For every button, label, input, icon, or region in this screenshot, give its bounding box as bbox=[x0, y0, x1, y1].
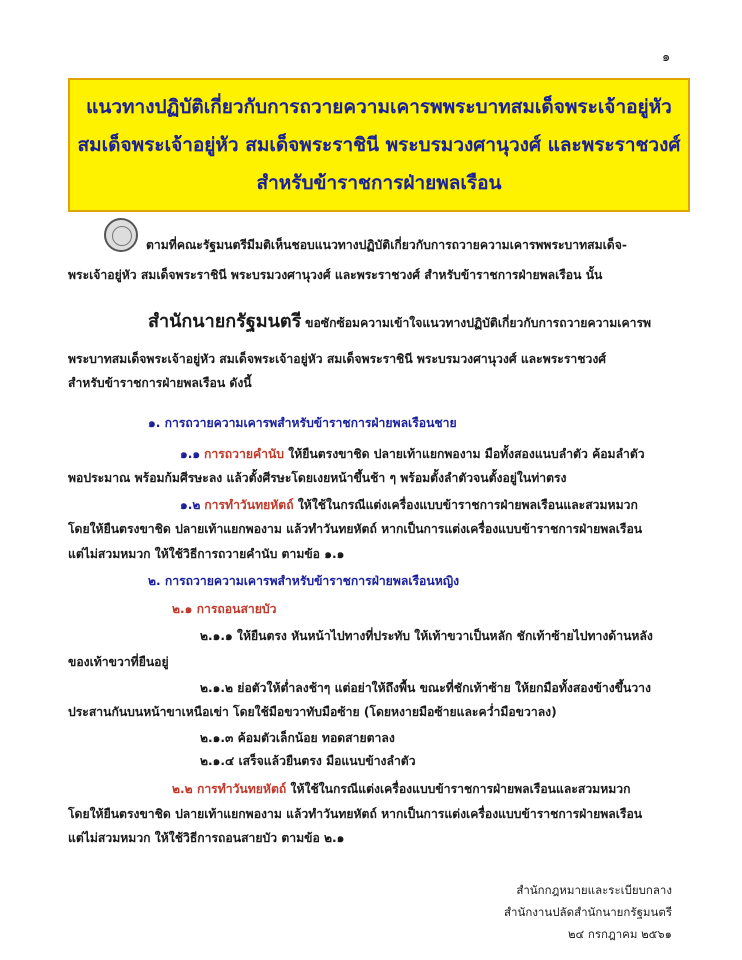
section-2-2-line-1 bbox=[172, 780, 631, 798]
intro-line-2: พระเจ้าอยู่หัว สมเด็จพระราชินี พระบรมวงศานุวงศ์ และพระราชวงศ์ สำหรับข้าราชการฝ่ายพลเรือน นั้น bbox=[68, 268, 603, 282]
banner-line-1: แนวทางปฏิบัติเกี่ยวกับการถวายความเคารพพระบาทสมเด็จพระเจ้าอยู่หัว bbox=[86, 96, 672, 118]
section-2-2-title: ๒.๒ การทำวันทยหัตถ์ bbox=[172, 782, 287, 796]
section-1-1-line-1 bbox=[180, 445, 645, 463]
section-1-2-number: ๑.๒ bbox=[180, 498, 201, 512]
office-paragraph-line-1 bbox=[148, 313, 651, 332]
office-name: สำนักนายกรัฐมนตรี bbox=[148, 311, 302, 332]
section-2-1-1-line-2: ของเท้าขวาที่ยืนอยู่ bbox=[68, 655, 169, 669]
section-1-1-number: ๑.๑ bbox=[180, 447, 201, 461]
section-1-heading: ๑. การถวายความเคารพสำหรับข้าราชการฝ่ายพลเรือนชาย bbox=[148, 416, 457, 430]
section-1-2-line-1 bbox=[180, 496, 638, 514]
section-1-2-line-3: แต่ไม่สวมหมวก ให้ใช้วิธีการถวายคำนับ ตามข้อ ๑.๑ bbox=[68, 547, 345, 561]
title-banner bbox=[68, 78, 690, 212]
section-2-1-1-line-1: ๒.๑.๑ ให้ยืนตรง หันหน้าไปทางที่ประทับ ให้เท้าขวาเป็นหลัก ชักเท้าซ้ายไปทางด้านหลัง bbox=[200, 629, 653, 643]
intro-line-1: ตามที่คณะรัฐมนตรีมีมติเห็นชอบแนวทางปฏิบัติเกี่ยวกับการถวายความเคารพพระบาทสมเด็จ- bbox=[146, 238, 627, 252]
banner-line-3: สำหรับข้าราชการฝ่ายพลเรือน bbox=[256, 172, 502, 194]
section-2-2-text: ให้ใช้ในกรณีแต่งเครื่องแบบข้าราชการฝ่ายพลเรือนและสวมหมวก bbox=[286, 782, 631, 796]
office-paragraph-line-3: สำหรับข้าราชการฝ่ายพลเรือน ดังนี้ bbox=[68, 376, 252, 390]
section-2-1-4: ๒.๑.๔ เสร็จแล้วยืนตรง มือแนบข้างลำตัว bbox=[200, 754, 416, 768]
section-1-2-text: ให้ใช้ในกรณีแต่งเครื่องแบบข้าราชการฝ่ายพลเรือนและสวมหมวก bbox=[293, 498, 638, 512]
section-2-1-2-line-1: ๒.๑.๒ ย่อตัวให้ต่ำลงช้าๆ แต่อย่าให้ถึงพื้น ขณะที่ชักเท้าซ้าย ให้ยกมือทั้งสองข้างขึ้นวาง bbox=[200, 681, 651, 695]
section-2-heading: ๒. การถวายความเคารพสำหรับข้าราชการฝ่ายพลเรือนหญิง bbox=[148, 574, 460, 588]
section-2-1-2-line-2: ประสานกันบนหน้าขาเหนือเข่า โดยใช้มือขวาทับมือซ้าย (โดยหงายมือซ้ายและคว่ำมือขวาลง) bbox=[68, 705, 557, 719]
footer-date: ๒๔ กรกฎาคม ๒๕๖๑ bbox=[567, 927, 672, 941]
office-line-1-rest: ขอซักซ้อมความเข้าใจแนวทางปฏิบัติเกี่ยวกับการถวายความเคารพ bbox=[305, 316, 652, 330]
office-paragraph-line-2: พระบาทสมเด็จพระเจ้าอยู่หัว สมเด็จพระเจ้าอยู่หัว สมเด็จพระราชินี พระบรมวงศานุวงศ์ และพระราชวงศ์ bbox=[68, 352, 607, 366]
footer-department: สำนักกฎหมายและระเบียบกลาง bbox=[516, 883, 672, 897]
section-2-2-line-3: แต่ไม่สวมหมวก ให้ใช้วิธีการถอนสายบัว ตามข้อ ๒.๑ bbox=[68, 831, 345, 845]
section-2-2-line-2: โดยให้ยืนตรงขาชิด ปลายเท้าแยกพองาม แล้วทำวันทยหัตถ์ หากเป็นการแต่งเครื่องแบบข้าราชการฝ่ายพลเรือน bbox=[68, 807, 643, 821]
section-1-1-title: การถวายคำนับ bbox=[203, 447, 285, 461]
section-1-1-line-2: พอประมาณ พร้อมก้มศีรษะลง แล้วตั้งศีรษะโดยเงยหน้าขึ้นช้า ๆ พร้อมตั้งลำตัวจนตั้งอยู่ในท่าตรง bbox=[68, 471, 567, 485]
section-2-1-3: ๒.๑.๓ ค้อมตัวเล็กน้อย ทอดสายตาลง bbox=[200, 731, 395, 745]
section-1-2-line-2: โดยให้ยืนตรงขาชิด ปลายเท้าแยกพองาม แล้วทำวันทยหัตถ์ หากเป็นการแต่งเครื่องแบบข้าราชการฝ่ายพลเรือน bbox=[68, 522, 643, 536]
section-2-1-title: ๒.๑ การถอนสายบัว bbox=[172, 602, 277, 616]
government-seal-icon bbox=[104, 218, 138, 252]
page-number: ๑ bbox=[662, 50, 671, 65]
banner-line-2: สมเด็จพระเจ้าอยู่หัว สมเด็จพระราชินี พระบรมวงศานุวงศ์ และพระราชวงศ์ bbox=[77, 134, 681, 156]
section-1-2-title: การทำวันทยหัตถ์ bbox=[204, 498, 294, 512]
section-1-1-text: ให้ยืนตรงขาชิด ปลายเท้าแยกพองาม มือทั้งสองแนบลำตัว ค้อมลำตัว bbox=[284, 447, 645, 461]
footer-office: สำนักงานปลัดสำนักนายกรัฐมนตรี bbox=[504, 905, 672, 919]
